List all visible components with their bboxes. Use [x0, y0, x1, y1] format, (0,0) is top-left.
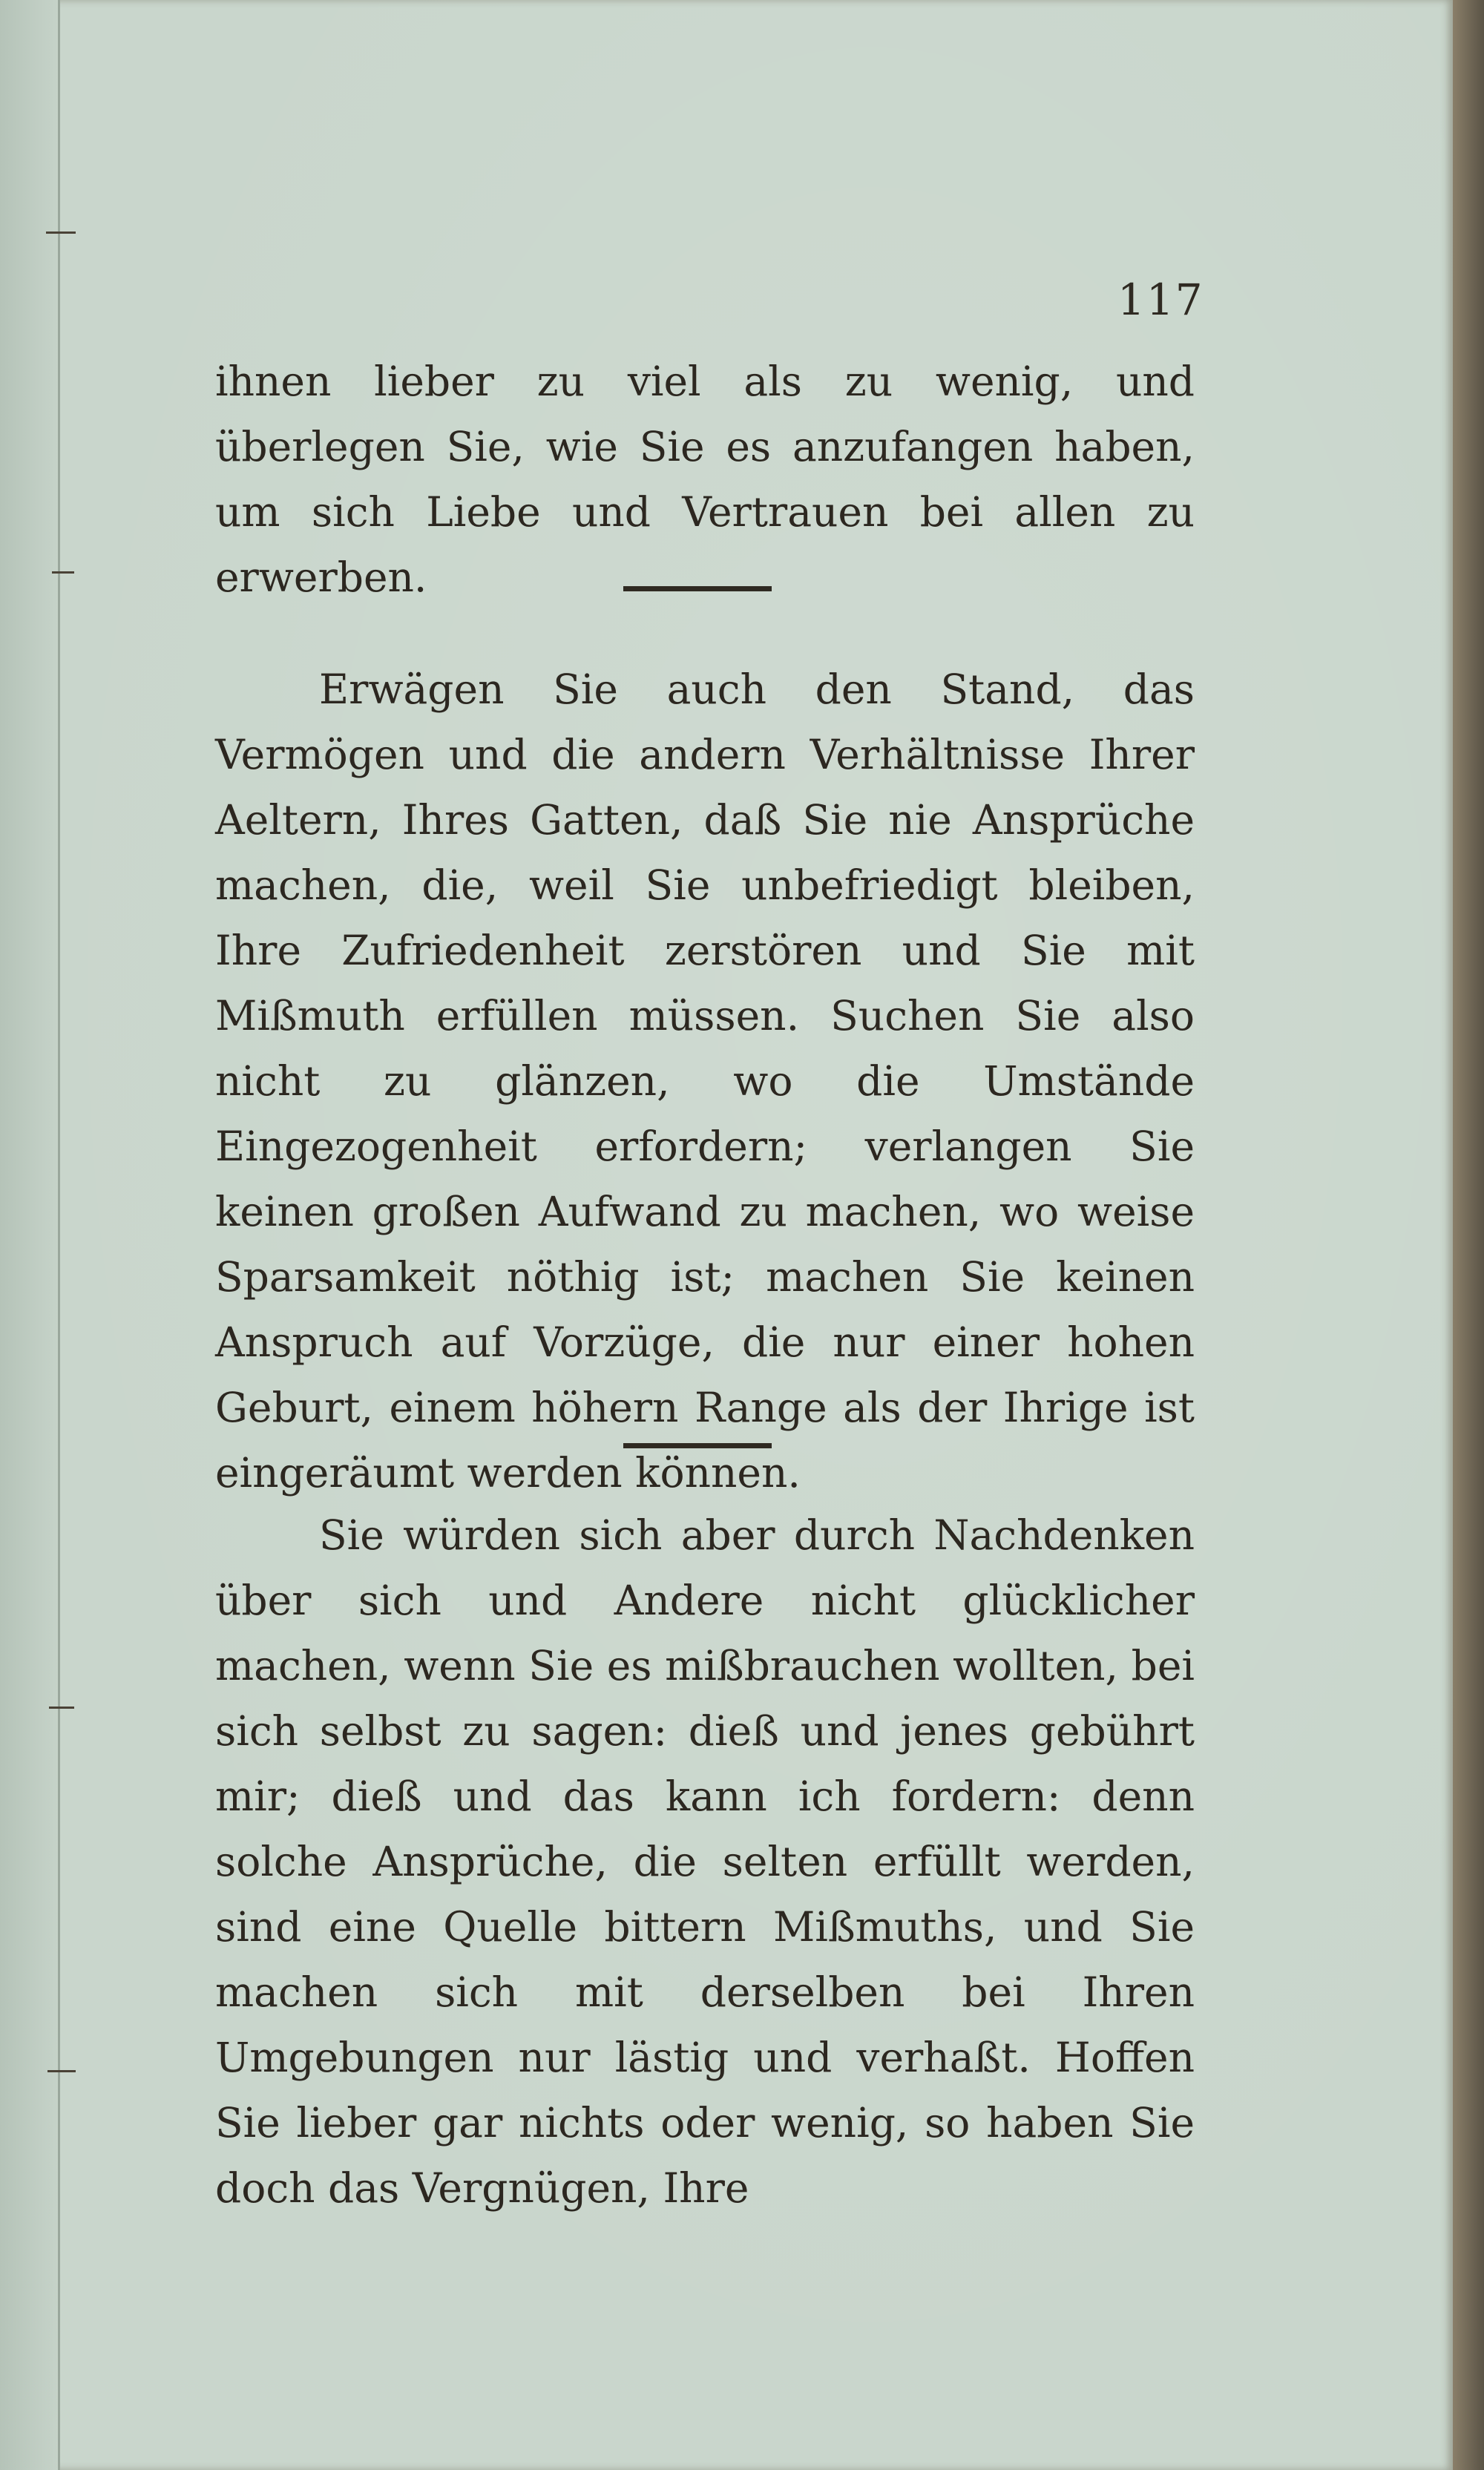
section-divider — [623, 586, 772, 591]
page-number: 117 — [1117, 275, 1204, 325]
book-edge — [1453, 0, 1484, 2470]
paragraph-1: ihnen lieber zu viel als zu wenig, und überlegen Sie, wie Sie es anzufangen haben, um sich Liebe und Vertrauen bei allen zu erwerben. — [215, 358, 1195, 601]
gutter-mark — [49, 1707, 74, 1709]
gutter-mark — [47, 2070, 76, 2072]
paragraph-2: Erwägen Sie auch den Stand, das Vermögen und die andern Verhältnisse Ihrer Aeltern, Ihres Gatten, daß Sie nie Ansprüche machen, die, weil Sie unbefriedigt bleiben, Ihre Zufriedenheit zerstören und Sie mit Mißmuth erfüllen müssen. Suchen Sie also nicht zu glänzen, wo die Umstände Eingezogenheit erfordern; verlangen Sie keinen großen Aufwand zu machen, wo weise Sparsamkeit nöthig ist; machen Sie keinen Anspruch auf Vorzüge, die nur einer hohen Geburt, einem höhern Range als der Ihrige ist eingeräumt werden können. — [215, 666, 1195, 1497]
page-gutter — [0, 0, 60, 2470]
paragraph-3: Sie würden sich aber durch Nachdenken über sich und Andere nicht glücklicher machen, wenn Sie es mißbrauchen wollten, bei sich selbst zu sagen: dieß und jenes gebührt mir; dieß und das kann ich fordern: denn solche Ansprüche, die selten erfüllt werden, sind eine Quelle bittern Mißmuths, und Sie machen sich mit derselben bei Ihren Umgebungen nur lästig und verhaßt. Hoffen Sie lieber gar nichts oder wenig, so haben Sie doch das Vergnügen, Ihre — [215, 1511, 1195, 2212]
gutter-mark — [52, 571, 74, 574]
section-divider — [623, 1443, 772, 1448]
gutter-mark — [46, 231, 76, 234]
